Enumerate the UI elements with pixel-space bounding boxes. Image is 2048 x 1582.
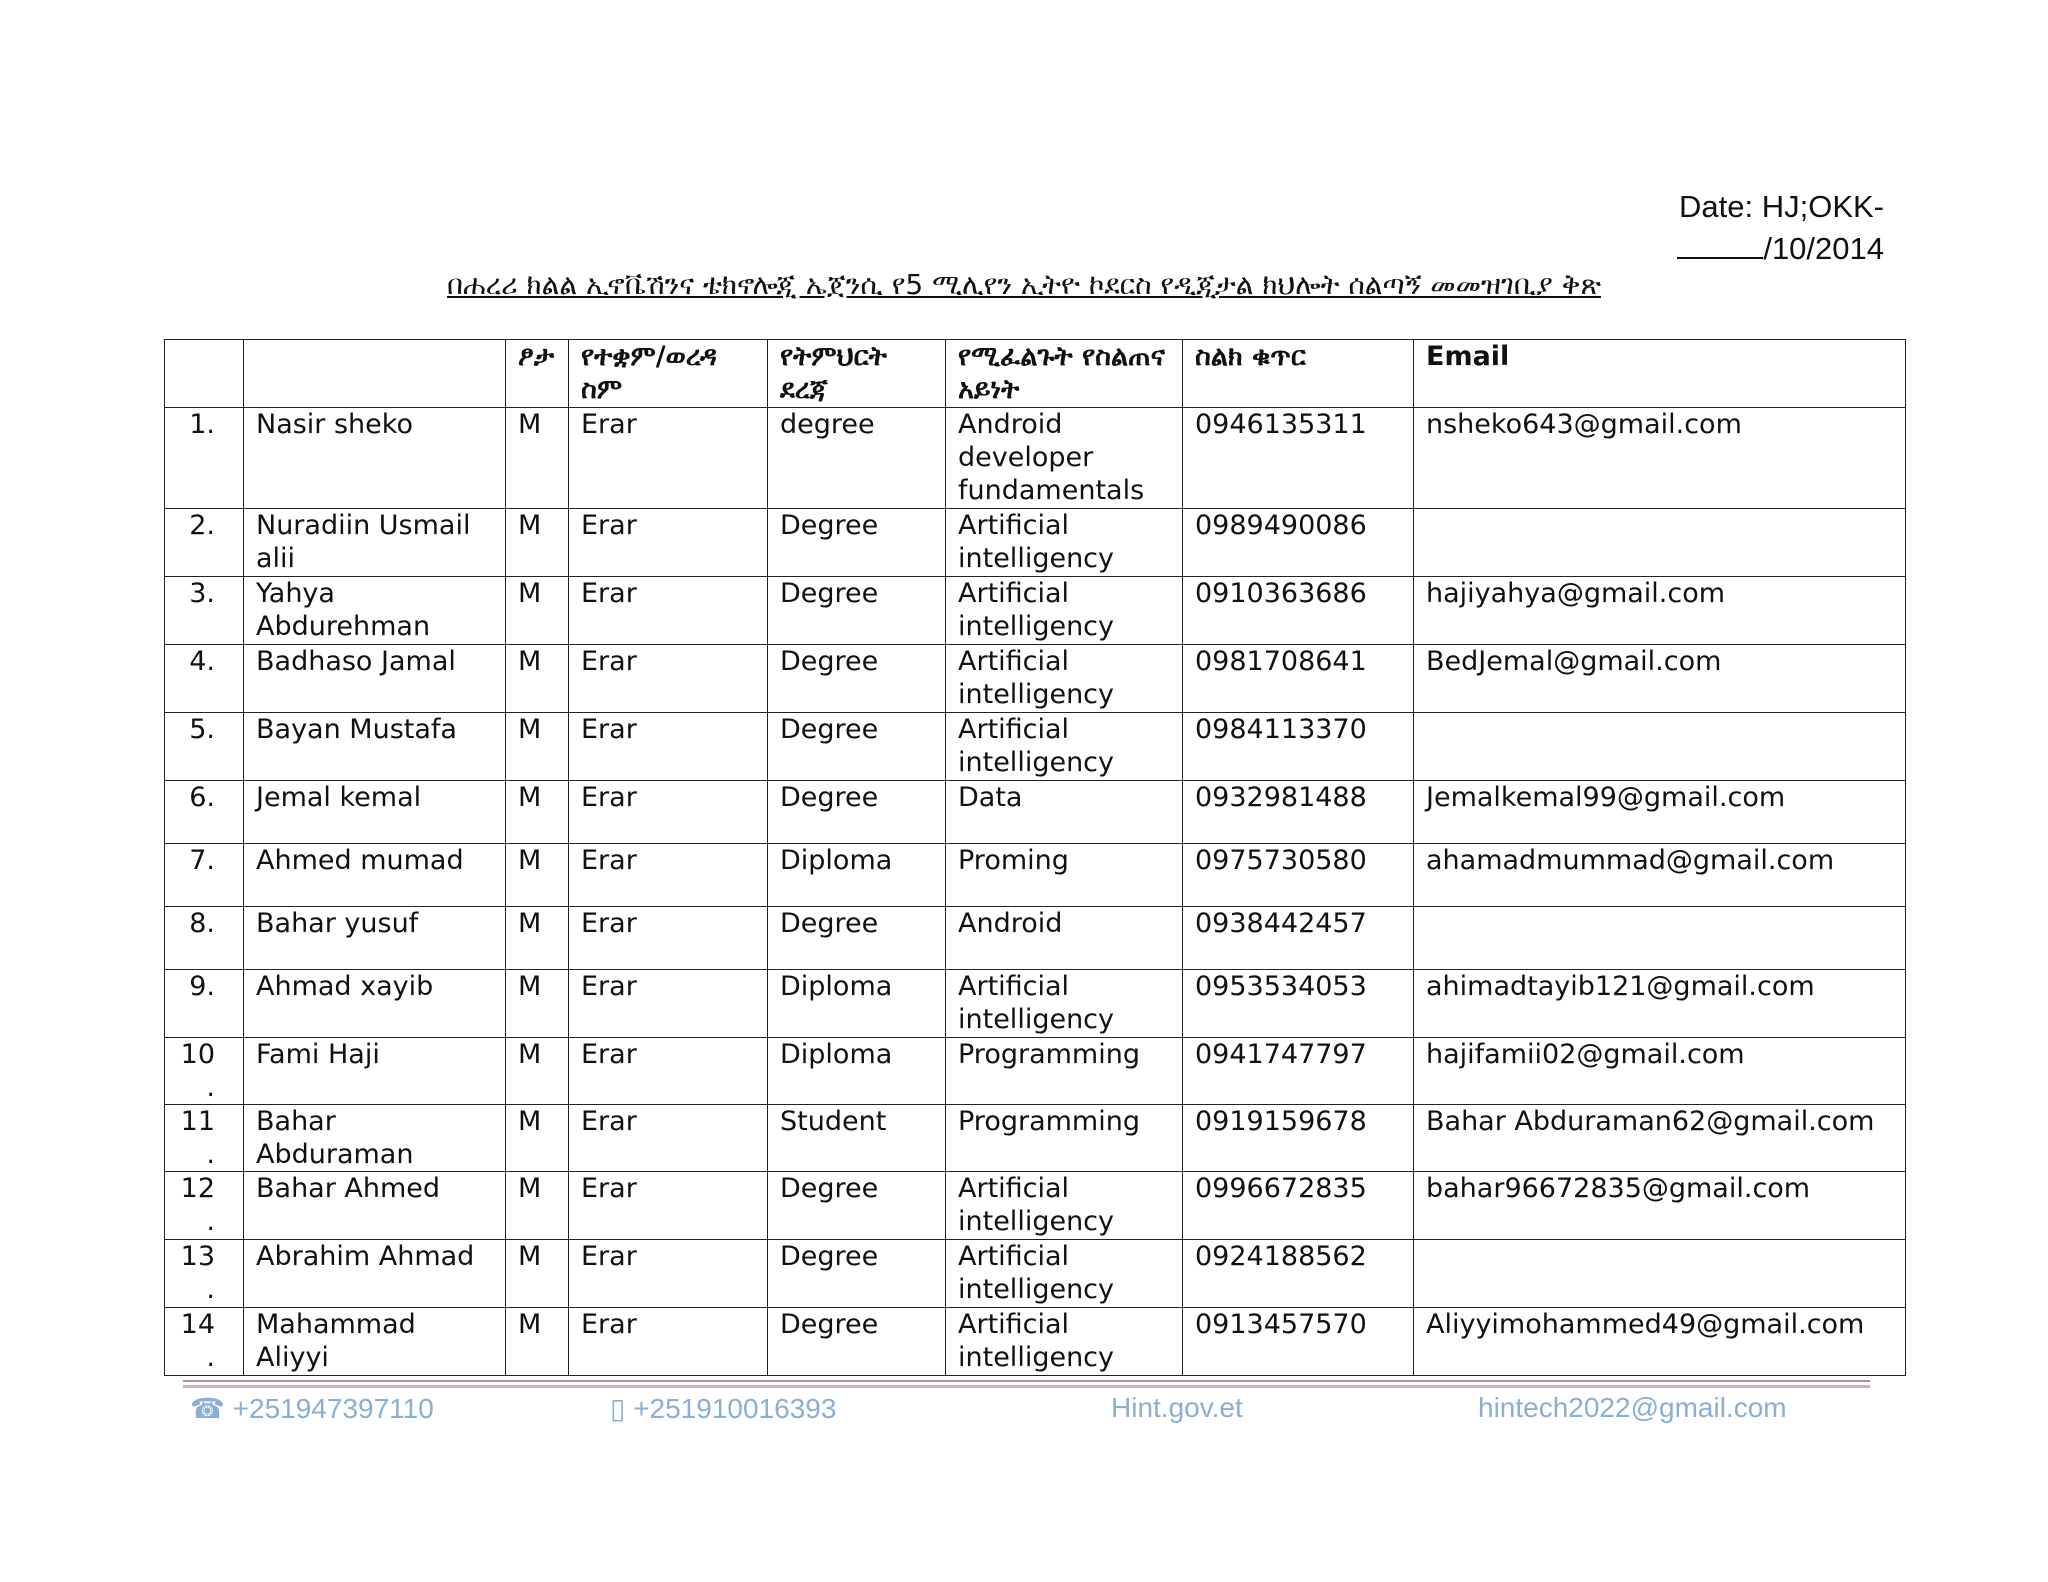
header-sex: ፆታ <box>506 340 569 408</box>
cell-number: 6. <box>165 781 244 844</box>
cell-number: 13. <box>165 1240 244 1308</box>
cell-woreda: Erar <box>569 408 768 509</box>
header-woreda: የተቋም/ወረዳ ስም <box>569 340 768 408</box>
table-row <box>165 970 1906 1038</box>
cell-email <box>1414 509 1906 577</box>
table-row <box>165 1172 1906 1240</box>
table-row <box>165 1105 1906 1172</box>
table-row <box>165 577 1906 645</box>
cell-email: bahar96672835@gmail.com <box>1414 1172 1906 1240</box>
cell-training: Proming <box>946 844 1183 907</box>
cell-name: Nasir sheko <box>244 408 506 509</box>
cell-training: Artificial intelligency <box>946 1308 1183 1376</box>
cell-email: hajiyahya@gmail.com <box>1414 577 1906 645</box>
footer-divider <box>183 1380 1870 1382</box>
footer-divider-secondary <box>183 1385 1870 1388</box>
table-row <box>165 713 1906 781</box>
cell-training: Programming <box>946 1105 1183 1172</box>
footer-email: hintech2022@gmail.com <box>1478 1392 1787 1423</box>
header-phone: ስልክ ቁጥር <box>1183 340 1414 408</box>
cell-email: Bahar Abduraman62@gmail.com <box>1414 1105 1906 1172</box>
header-training: የሚፈልጉት የስልጠና አይነት <box>946 340 1183 408</box>
cell-sex: M <box>506 970 569 1038</box>
cell-woreda: Erar <box>569 509 768 577</box>
cell-woreda: Erar <box>569 1105 768 1172</box>
cell-education: Degree <box>768 509 946 577</box>
cell-education: Student <box>768 1105 946 1172</box>
cell-email <box>1414 1240 1906 1308</box>
cell-sex: M <box>506 1172 569 1240</box>
cell-training: Artificial intelligency <box>946 645 1183 713</box>
table-row <box>165 781 1906 844</box>
cell-education: Diploma <box>768 844 946 907</box>
cell-sex: M <box>506 1308 569 1376</box>
cell-name: Badhaso Jamal <box>244 645 506 713</box>
cell-training: Programming <box>946 1038 1183 1105</box>
table-row <box>165 907 1906 970</box>
footer-phone-2: ▯ +251910016393 <box>610 1393 837 1424</box>
table-row <box>165 645 1906 713</box>
header-number <box>165 340 244 408</box>
cell-email: ahamadmummad@gmail.com <box>1414 844 1906 907</box>
cell-name: Yahya Abdurehman <box>244 577 506 645</box>
date-line-1: Date: HJ;OKK- <box>1679 189 1884 224</box>
cell-training: Artificial intelligency <box>946 1240 1183 1308</box>
cell-phone: 0924188562 <box>1183 1240 1414 1308</box>
cell-training: Artificial intelligency <box>946 509 1183 577</box>
cell-sex: M <box>506 645 569 713</box>
cell-name: Mahammad Aliyyi <box>244 1308 506 1376</box>
cell-name: Bayan Mustafa <box>244 713 506 781</box>
cell-name: Ahmad xayib <box>244 970 506 1038</box>
cell-name: Bahar yusuf <box>244 907 506 970</box>
cell-number: 5. <box>165 713 244 781</box>
cell-name: Bahar Ahmed <box>244 1172 506 1240</box>
cell-sex: M <box>506 781 569 844</box>
cell-training: Android developer fundamentals <box>946 408 1183 509</box>
cell-phone: 0938442457 <box>1183 907 1414 970</box>
table-row <box>165 844 1906 907</box>
header-education: የትምህርት ደረጃ <box>768 340 946 408</box>
cell-email <box>1414 713 1906 781</box>
cell-training: Artificial intelligency <box>946 1172 1183 1240</box>
cell-number: 8. <box>165 907 244 970</box>
cell-training: Artificial intelligency <box>946 970 1183 1038</box>
cell-phone: 0953534053 <box>1183 970 1414 1038</box>
cell-sex: M <box>506 1038 569 1105</box>
cell-woreda: Erar <box>569 1240 768 1308</box>
footer-phone-1: ☎ +251947397110 <box>190 1393 434 1424</box>
cell-name: Jemal kemal <box>244 781 506 844</box>
cell-name: Bahar Abduraman <box>244 1105 506 1172</box>
cell-education: Degree <box>768 713 946 781</box>
cell-phone: 0932981488 <box>1183 781 1414 844</box>
cell-phone: 0910363686 <box>1183 577 1414 645</box>
table-row <box>165 509 1906 577</box>
table-row <box>165 408 1906 509</box>
cell-woreda: Erar <box>569 970 768 1038</box>
cell-phone: 0946135311 <box>1183 408 1414 509</box>
cell-name: Nuradiin Usmail alii <box>244 509 506 577</box>
cell-number: 11. <box>165 1105 244 1172</box>
footer-website: Hint.gov.et <box>1111 1392 1243 1423</box>
cell-sex: M <box>506 1240 569 1308</box>
cell-phone: 0919159678 <box>1183 1105 1414 1172</box>
header-name <box>244 340 506 408</box>
cell-email: hajifamii02@gmail.com <box>1414 1038 1906 1105</box>
table-row <box>165 1308 1906 1376</box>
cell-phone: 0941747797 <box>1183 1038 1414 1105</box>
cell-woreda: Erar <box>569 1172 768 1240</box>
cell-number: 14. <box>165 1308 244 1376</box>
cell-number: 12. <box>165 1172 244 1240</box>
cell-number: 3. <box>165 577 244 645</box>
cell-number: 4. <box>165 645 244 713</box>
cell-number: 7. <box>165 844 244 907</box>
document-title: በሐረሪ ክልል ኢኖቬሽንና ቴክኖሎጂ ኤጀንሲ የ5 ሚሊየን ኢትዮ ኮደርስ የዲጂታል ክህሎት ሰልጣኝ መመዝገቢያ ቅጽ <box>447 268 1601 301</box>
cell-woreda: Erar <box>569 645 768 713</box>
cell-email: BedJemal@gmail.com <box>1414 645 1906 713</box>
registration-table <box>164 339 1906 1376</box>
cell-woreda: Erar <box>569 1038 768 1105</box>
table-header-row <box>165 340 1906 408</box>
cell-education: Degree <box>768 1240 946 1308</box>
cell-education: Degree <box>768 1308 946 1376</box>
cell-training: Android <box>946 907 1183 970</box>
cell-phone: 0975730580 <box>1183 844 1414 907</box>
cell-training: Artificial intelligency <box>946 577 1183 645</box>
cell-woreda: Erar <box>569 713 768 781</box>
cell-phone: 0913457570 <box>1183 1308 1414 1376</box>
cell-phone: 0996672835 <box>1183 1172 1414 1240</box>
cell-education: Degree <box>768 907 946 970</box>
cell-sex: M <box>506 577 569 645</box>
cell-email: Aliyyimohammed49@gmail.com <box>1414 1308 1906 1376</box>
cell-sex: M <box>506 1105 569 1172</box>
cell-education: Degree <box>768 645 946 713</box>
cell-email: ahimadtayib121@gmail.com <box>1414 970 1906 1038</box>
date-line-2 <box>1677 228 1884 270</box>
cell-name: Ahmed mumad <box>244 844 506 907</box>
document-date <box>1677 186 1884 270</box>
cell-education: Degree <box>768 781 946 844</box>
cell-education: Degree <box>768 1172 946 1240</box>
date-blank-line <box>1677 229 1763 259</box>
cell-name: Abrahim Ahmad <box>244 1240 506 1308</box>
cell-sex: M <box>506 907 569 970</box>
header-email: Email <box>1414 340 1906 408</box>
cell-number: 2. <box>165 509 244 577</box>
cell-sex: M <box>506 509 569 577</box>
cell-phone: 0989490086 <box>1183 509 1414 577</box>
cell-phone: 0984113370 <box>1183 713 1414 781</box>
cell-woreda: Erar <box>569 907 768 970</box>
cell-education: Degree <box>768 577 946 645</box>
cell-number: 9. <box>165 970 244 1038</box>
cell-email: Jemalkemal99@gmail.com <box>1414 781 1906 844</box>
cell-sex: M <box>506 713 569 781</box>
cell-woreda: Erar <box>569 781 768 844</box>
cell-name: Fami Haji <box>244 1038 506 1105</box>
cell-number: 1. <box>165 408 244 509</box>
table-row <box>165 1038 1906 1105</box>
cell-woreda: Erar <box>569 577 768 645</box>
cell-woreda: Erar <box>569 844 768 907</box>
cell-number: 10. <box>165 1038 244 1105</box>
cell-education: Diploma <box>768 970 946 1038</box>
cell-email: nsheko643@gmail.com <box>1414 408 1906 509</box>
cell-woreda: Erar <box>569 1308 768 1376</box>
cell-training: Data <box>946 781 1183 844</box>
cell-email <box>1414 907 1906 970</box>
cell-phone: 0981708641 <box>1183 645 1414 713</box>
date-line-2-text: /10/2014 <box>1763 231 1884 266</box>
cell-education: Diploma <box>768 1038 946 1105</box>
cell-sex: M <box>506 408 569 509</box>
cell-training: Artificial intelligency <box>946 713 1183 781</box>
table-row <box>165 1240 1906 1308</box>
cell-sex: M <box>506 844 569 907</box>
cell-education: degree <box>768 408 946 509</box>
